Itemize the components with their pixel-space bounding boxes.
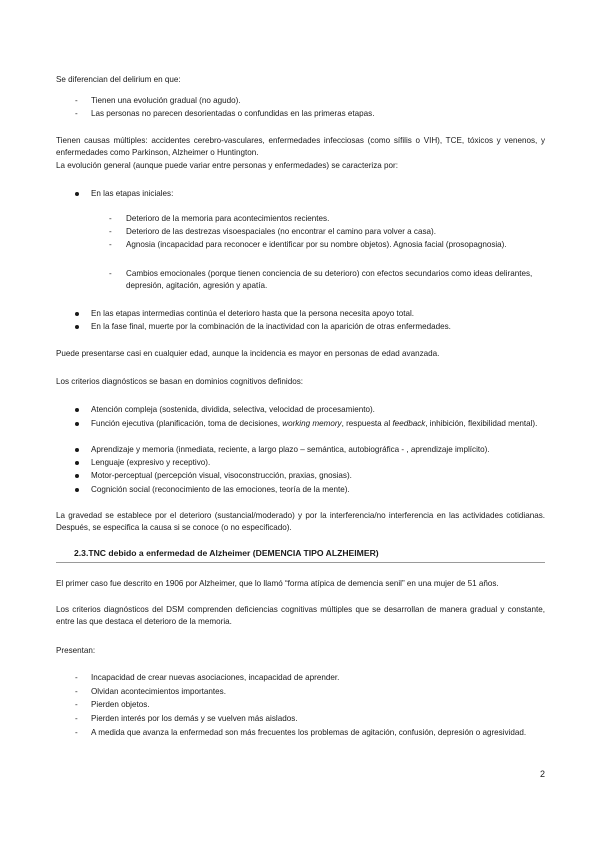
bullet-marker [75, 448, 79, 452]
bullet-marker [75, 312, 79, 316]
list-item: Cambios emocionales (porque tienen conciencia de su deterioro) con efectos secundarios como ideas delirantes, depresión, agitación, agresión y apatía. [126, 269, 533, 291]
list-item: Pierden interés por los demás y se vuelven más aislados. [91, 714, 298, 723]
bullet-marker [75, 422, 79, 426]
list-item: Agnosia (incapacidad para reconocer e identificar por su nombre objetos). Agnosia facial (prosopagnosia). [126, 240, 507, 249]
domain-attention: Atención compleja (sostenida, dividida, selectiva, velocidad de procesamiento). [91, 405, 375, 414]
dash-marker: - [109, 214, 112, 223]
intro-paragraph: Se diferencian del delirium en que: [56, 75, 181, 84]
bullet-marker [75, 408, 79, 412]
domain-executive: Función ejecutiva (planificación, toma de decisiones, working memory, respuesta al feedback, inhibición, flexibilidad mental). [91, 419, 538, 428]
list-item: Incapacidad de crear nuevas asociaciones, incapacidad de aprender. [91, 673, 340, 682]
dash-marker: - [75, 700, 78, 709]
bullet-marker [75, 325, 79, 329]
dash-marker: - [75, 714, 78, 723]
bullet-marker [75, 192, 79, 196]
section-heading: 2.3.TNC debido a enfermedad de Alzheimer (DEMENCIA TIPO ALZHEIMER) [56, 546, 545, 563]
age-paragraph: Puede presentarse casi en cualquier edad, aunque la incidencia es mayor en personas de edad avanzada. [56, 349, 440, 358]
criteria-paragraph: Los criterios diagnósticos se basan en dominios cognitivos definidos: [56, 377, 303, 386]
dash-marker: - [75, 728, 78, 737]
domain-language: Lenguaje (expresivo y receptivo). [91, 458, 211, 467]
stage-final: En la fase final, muerte por la combinación de la inactividad con la aparición de otras enfermedades. [91, 322, 451, 331]
list-item: Deterioro de la memoria para acontecimientos recientes. [126, 214, 330, 223]
history-paragraph: El primer caso fue descrito en 1906 por Alzheimer, que lo llamó “forma atípica de demencia senil” en una mujer de 51 años. [56, 579, 499, 588]
bullet-marker [75, 461, 79, 465]
dsm-paragraph: Los criterios diagnósticos del DSM comprenden deficiencias cognitivas múltiples que se desarrollan de manera gradual y constante, entre las que destaca el deterioro de la memoria. [56, 605, 545, 627]
dash-marker: - [75, 96, 78, 105]
domain-motor: Motor-perceptual (percepción visual, visoconstrucción, praxias, gnosias). [91, 471, 352, 480]
severity-paragraph: La gravedad se establece por el deterioro (sustancial/moderado) y por la interferencia/no interferencia en las actividades cotidianas. Después, se especifica la causa si se conoce (o no especificado). [56, 511, 545, 533]
dash-marker: - [75, 673, 78, 682]
domain-memory: Aprendizaje y memoria (inmediata, reciente, a largo plazo – semántica, autobiográfica - , aprendizaje implícito). [91, 445, 490, 454]
causes-paragraph: Tienen causas múltiples: accidentes cerebro-vasculares, enfermedades infecciosas (como sífilis o VIH), TCE, tóxicos y venenos, y enfermedades como Parkinson, Alzheimer o Huntington. [56, 136, 545, 158]
page-number: 2 [539, 769, 545, 779]
presentan-label: Presentan: [56, 646, 96, 655]
domain-social: Cognición social (reconocimiento de las emociones, teoría de la mente). [91, 485, 350, 494]
bullet-marker [75, 474, 79, 478]
list-item: Deterioro de las destrezas visoespaciales (no encontrar el camino para volver a casa). [126, 227, 436, 236]
list-item: Tienen una evolución gradual (no agudo). [91, 96, 241, 105]
list-item: A medida que avanza la enfermedad son más frecuentes los problemas de agitación, confusión, depresión o agresividad. [91, 728, 527, 737]
list-item: Las personas no parecen desorientadas o confundidas en las primeras etapas. [91, 109, 375, 118]
dash-marker: - [109, 240, 112, 249]
dash-marker: - [109, 269, 112, 278]
dash-marker: - [75, 109, 78, 118]
list-item: Olvidan acontecimientos importantes. [91, 687, 226, 696]
bullet-marker [75, 488, 79, 492]
dash-marker: - [109, 227, 112, 236]
list-item: Pierden objetos. [91, 700, 150, 709]
dash-marker: - [75, 687, 78, 696]
stage-intermediate: En las etapas intermedias continúa el deterioro hasta que la persona necesita apoyo total. [91, 309, 415, 318]
stage-initial: En las etapas iniciales: [91, 189, 174, 198]
evolution-paragraph: La evolución general (aunque puede variar entre personas y enfermedades) se caracteriza por: [56, 161, 398, 170]
